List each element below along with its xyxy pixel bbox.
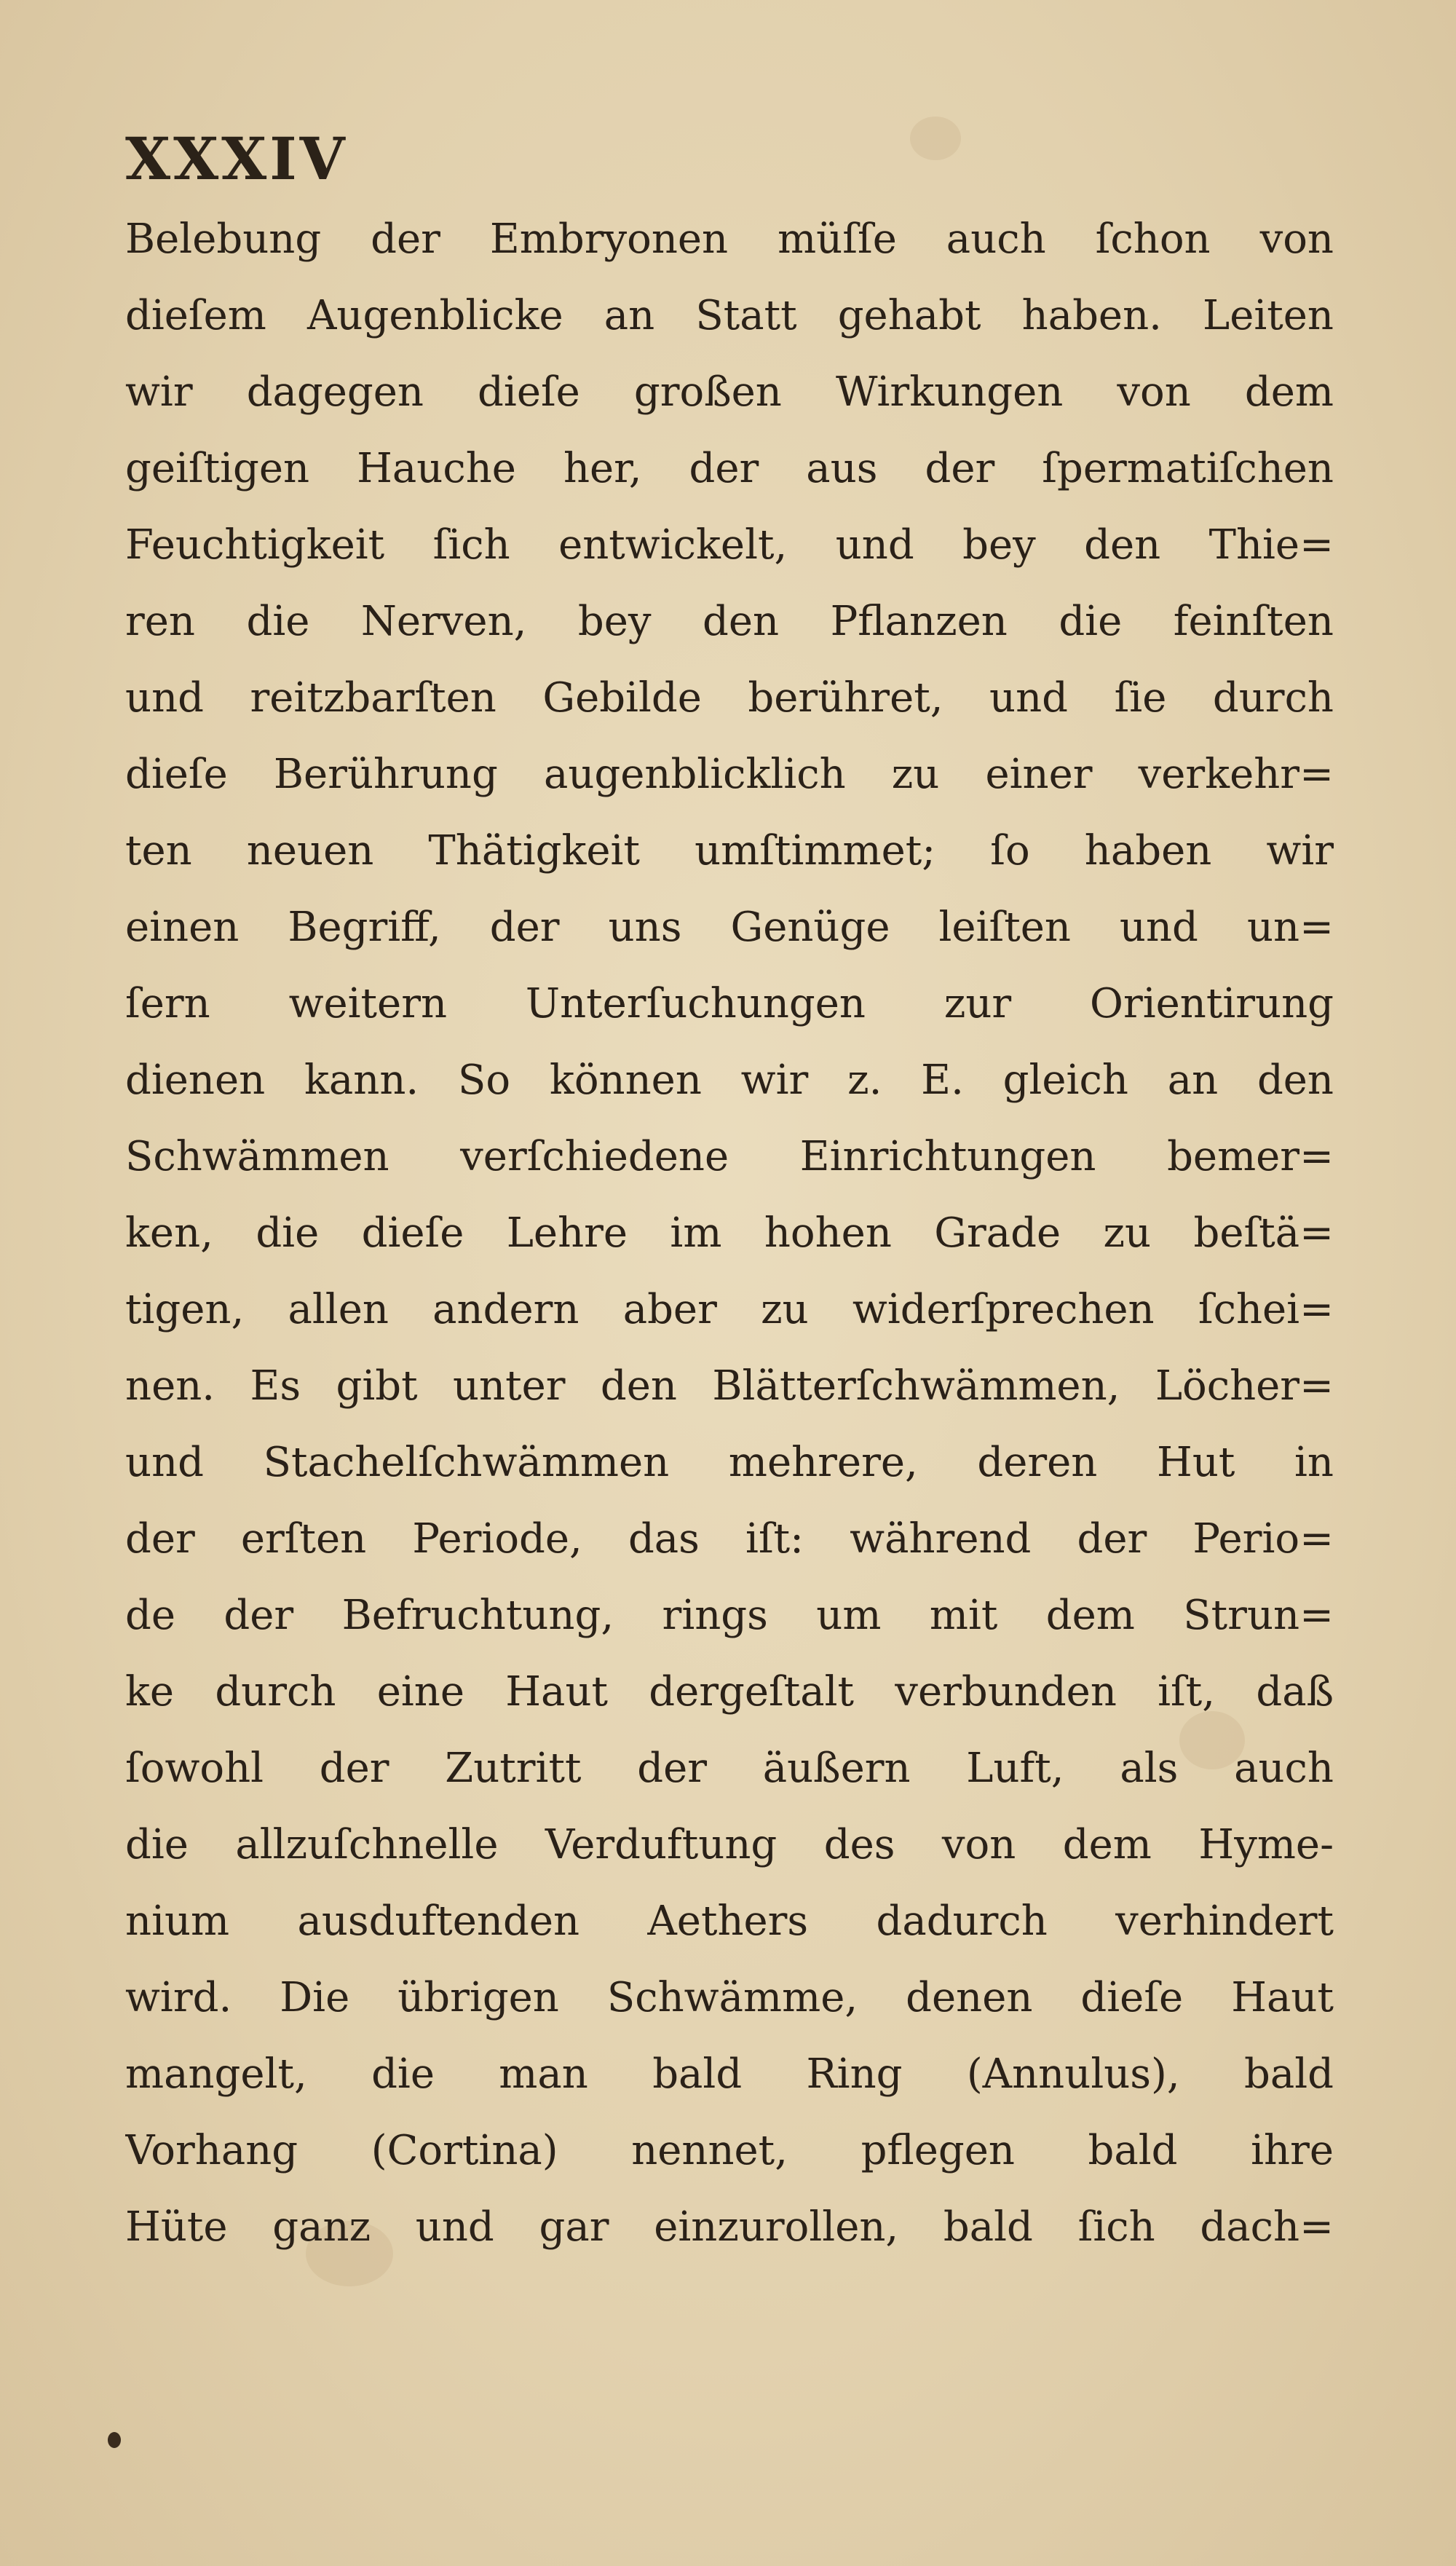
paper-stain	[910, 117, 961, 160]
text-line: nium ausduftenden Aethers dadurch verhindert	[125, 1898, 1334, 1945]
page-number: XXXIV	[125, 125, 348, 193]
text-line: der erſten Periode, das iſt: während der Perio=	[125, 1515, 1334, 1563]
text-line: ren die Nerven, bey den Pflanzen die feinſten	[125, 598, 1334, 645]
text-line: de der Befruchtung, rings um mit dem Strun=	[125, 1592, 1334, 1639]
text-line: tigen, allen andern aber zu widerſprechen ſchei=	[125, 1286, 1334, 1333]
text-line: Belebung der Embryonen müſſe auch ſchon von	[125, 216, 1334, 263]
text-line: wird. Die übrigen Schwämme, denen dieſe Haut	[125, 1974, 1334, 2021]
text-line: ten neuen Thätigkeit umſtimmet; ſo haben wir	[125, 827, 1334, 875]
text-line: dieſem Augenblicke an Statt gehabt haben. Leiten	[125, 292, 1334, 339]
text-line: Hüte ganz und gar einzurollen, bald ſich dach=	[125, 2203, 1334, 2251]
text-line: mangelt, die man bald Ring (Annulus), bald	[125, 2050, 1334, 2098]
text-line: Vorhang (Cortina) nennet, pflegen bald ihre	[125, 2127, 1334, 2174]
text-line: nen. Es gibt unter den Blätterſchwämmen, Löcher=	[125, 1362, 1334, 1410]
text-line: geiſtigen Hauche her, der aus der ſpermatiſchen	[125, 445, 1334, 492]
text-line: und Stachelſchwämmen mehrere, deren Hut in	[125, 1439, 1334, 1486]
text-line: ſern weitern Unterſuchungen zur Orientirung	[125, 980, 1334, 1027]
text-line: und reitzbarſten Gebilde berühret, und ſie durch	[125, 674, 1334, 722]
text-line: die allzuſchnelle Verduftung des von dem Hyme-	[125, 1821, 1334, 1868]
text-line: wir dagegen dieſe großen Wirkungen von dem	[125, 368, 1334, 416]
text-line: dienen kann. So können wir z. E. gleich an den	[125, 1057, 1334, 1104]
ink-blot	[108, 2432, 121, 2448]
body-text	[125, 201, 1334, 2265]
text-line: Feuchtigkeit ſich entwickelt, und bey den Thie=	[125, 521, 1334, 569]
text-line: ken, die dieſe Lehre im hohen Grade zu beſtä=	[125, 1209, 1334, 1257]
text-line: ſowohl der Zutritt der äußern Luft, als auch	[125, 1745, 1334, 1792]
text-line: einen Begriff, der uns Genüge leiſten und un=	[125, 904, 1334, 951]
text-line: ke durch eine Haut dergeſtalt verbunden iſt, daß	[125, 1668, 1334, 1716]
text-line: Schwämmen verſchiedene Einrichtungen bemer=	[125, 1133, 1334, 1180]
text-line: dieſe Berührung augenblicklich zu einer verkehr=	[125, 751, 1334, 798]
